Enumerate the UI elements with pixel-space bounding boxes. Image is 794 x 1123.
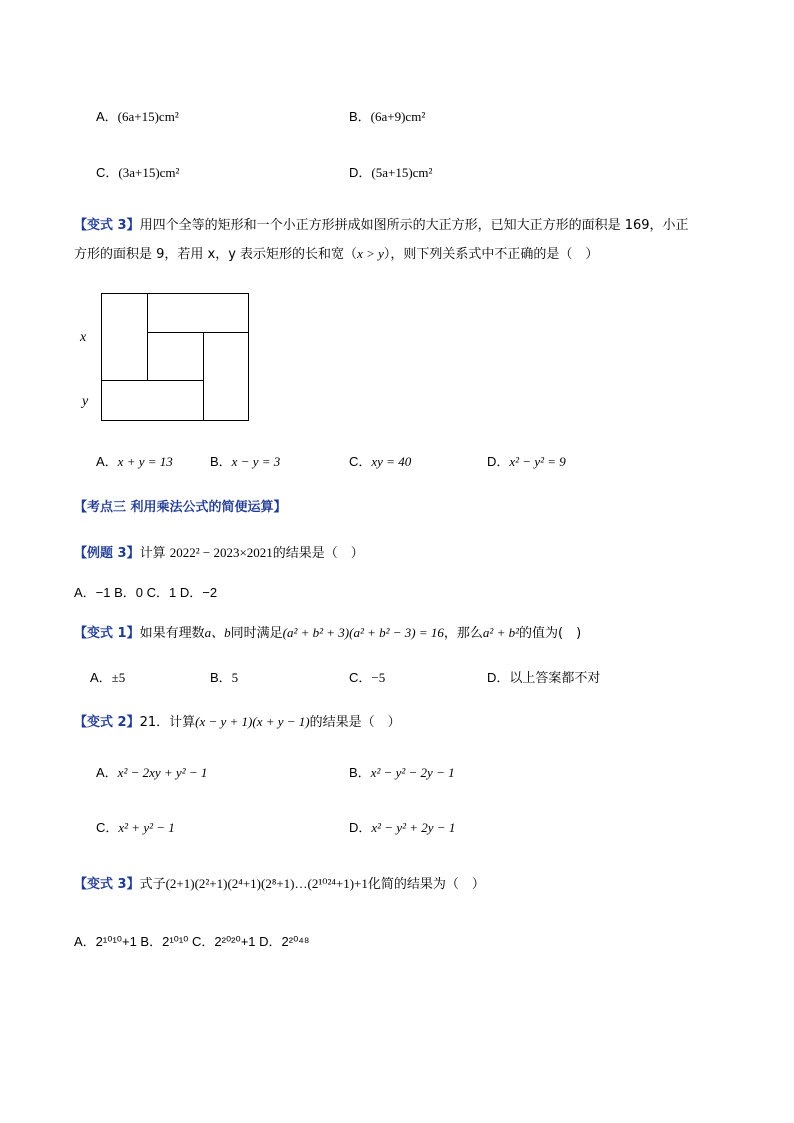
option-d[interactable]: D．x² − y² + 2y − 1 — [349, 820, 456, 835]
label-y: y — [82, 394, 89, 409]
variant1-question: 【变式 1】如果有理数a、b同时满足(a² + b² + 3)(a² + b² − 3) = 16，那么a² + b²的值为( ) — [74, 625, 582, 641]
variant3-question: 【变式 3】用四个全等的矩形和一个小正方形拼成如图所示的大正方形，已知大正方形的面积是 169，小正 方形的面积是 9，若用 x，y 表示矩形的长和宽（x > y），则下列关系式中不正确的是（ ） — [74, 218, 689, 262]
option-c[interactable]: C．x² + y² − 1 — [96, 820, 175, 835]
option-b[interactable]: B．x − y = 3 — [210, 454, 281, 469]
option-b[interactable]: B．(6a+9)cm² — [349, 109, 426, 124]
label-x: x — [80, 330, 87, 345]
square-figure — [74, 290, 254, 424]
section-title: 【考点三 利用乘法公式的简便运算】 — [74, 500, 287, 515]
option-a[interactable]: A．x² − 2xy + y² − 1 — [96, 765, 208, 780]
option-b[interactable]: B．x² − y² − 2y − 1 — [349, 765, 455, 780]
variant2-question: 【变式 2】21．计算(x − y + 1)(x + y − 1)的结果是（ ） — [74, 714, 401, 730]
option-a[interactable]: A．x + y = 13 — [96, 454, 173, 469]
example3-options[interactable]: A．−1 B．0 C．1 D．−2 — [74, 585, 218, 600]
option-d[interactable]: D．x² − y² = 9 — [487, 454, 566, 469]
variant3b-options[interactable]: A．2¹⁰¹⁰+1 B．2¹⁰¹⁰ C．2²⁰²⁰+1 D．2²⁰⁴⁸ — [74, 934, 310, 949]
variant3b-question: 【变式 3】式子(2+1)(2²+1)(2⁴+1)(2⁸+1)…(2¹⁰²⁴+1)+1化简的结果为（ ） — [74, 876, 485, 892]
option-a[interactable]: A．(6a+15)cm² — [96, 109, 179, 124]
variant-tag: 【变式 3】 — [74, 218, 140, 233]
example3-question: 【例题 3】计算 2022² − 2023×2021的结果是（ ） — [74, 545, 364, 561]
option-c[interactable]: C．xy = 40 — [349, 454, 412, 469]
option-b[interactable]: B．5 — [210, 670, 239, 685]
big-square — [102, 294, 249, 421]
option-c[interactable]: C．−5 — [349, 670, 386, 685]
option-c[interactable]: C．(3a+15)cm² — [96, 165, 180, 180]
option-d[interactable]: D．以上答案都不对 — [487, 670, 601, 686]
option-d[interactable]: D．(5a+15)cm² — [349, 165, 433, 180]
option-a[interactable]: A．±5 — [90, 670, 126, 685]
